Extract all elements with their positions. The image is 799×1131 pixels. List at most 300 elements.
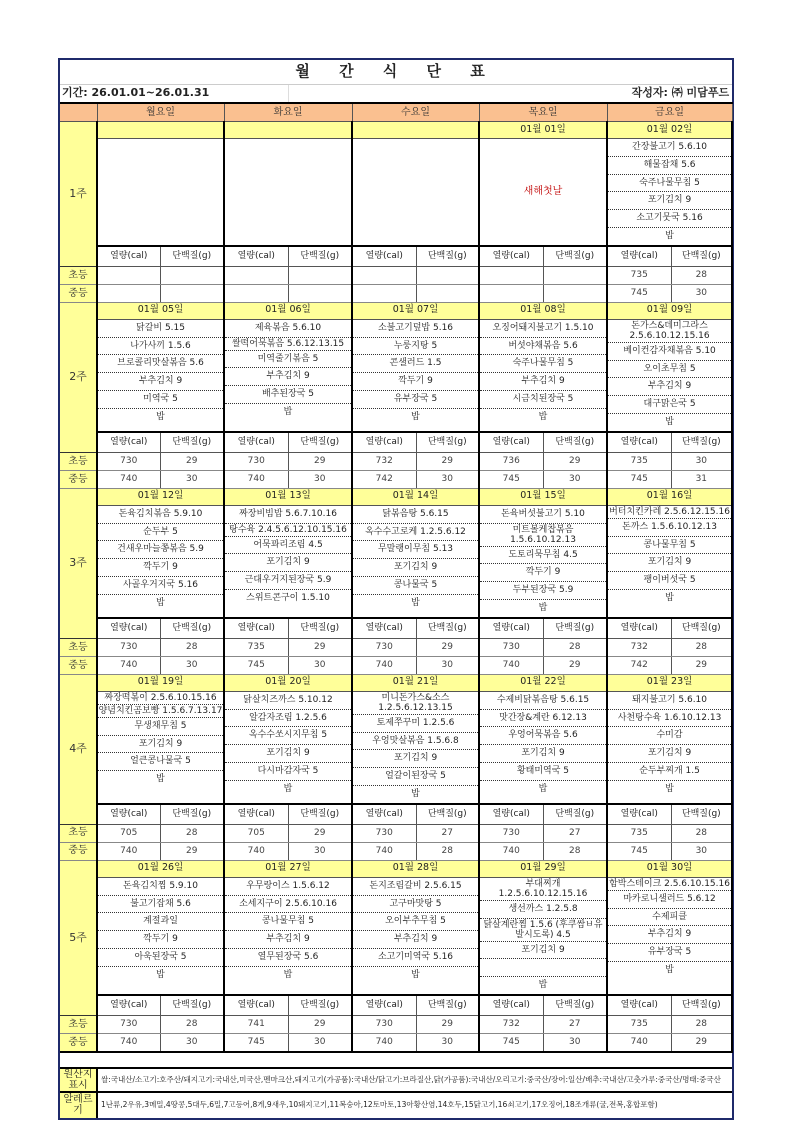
protein-header: 단백질(g) bbox=[671, 804, 732, 825]
dish-item: 함박스테이크 2.5.6.10.15.16 bbox=[609, 878, 730, 889]
calorie-header: 열량(cal) bbox=[479, 618, 543, 639]
calorie-header: 열량(cal) bbox=[224, 432, 288, 453]
middle-label: 중등 bbox=[60, 284, 97, 302]
calorie-value: 730 bbox=[352, 824, 416, 842]
dish-item: 밥 bbox=[411, 597, 420, 608]
middle-row bbox=[60, 1033, 732, 1052]
dish-item: 밥 bbox=[665, 416, 674, 427]
calorie-value: 745 bbox=[224, 1033, 288, 1052]
dish-item: 오징어돼지불고기 1.5.10 bbox=[480, 320, 606, 338]
protein-value: 27 bbox=[543, 1015, 607, 1033]
calorie-value: 732 bbox=[352, 452, 416, 470]
protein-value: 28 bbox=[160, 824, 224, 842]
calorie-value: 730 bbox=[479, 638, 543, 656]
dish-item: 브로콜리맛살볶음 5.6 bbox=[98, 355, 223, 373]
dish-item: 우엉맛살볶음 1.5.6.8 bbox=[353, 733, 478, 751]
calorie-value bbox=[479, 266, 543, 284]
elementary-label: 초등 bbox=[60, 266, 97, 284]
dish-item: 순두부찌개 1.5 bbox=[608, 763, 731, 781]
menu-cell bbox=[97, 691, 224, 803]
calorie-value: 740 bbox=[352, 1033, 416, 1052]
calorie-header: 열량(cal) bbox=[352, 246, 416, 267]
calorie-value: 705 bbox=[97, 824, 160, 842]
protein-header: 단백질(g) bbox=[288, 246, 352, 267]
protein-header: 단백질(g) bbox=[671, 995, 732, 1016]
dish-item bbox=[480, 959, 606, 977]
protein-header: 단백질(g) bbox=[671, 246, 732, 267]
week-label: 5주 bbox=[60, 860, 97, 1015]
calorie-value: 730 bbox=[97, 1015, 160, 1033]
calorie-value: 730 bbox=[352, 638, 416, 656]
dish-item: 건새우마늘쫑볶음 5.9 bbox=[98, 541, 223, 559]
dish-item: 수제피클 bbox=[608, 909, 731, 927]
menu-cell bbox=[352, 691, 479, 803]
dish-item: 해물잡채 5.6 bbox=[608, 157, 731, 175]
dish-item: 콘샐러드 1.5 bbox=[353, 355, 478, 373]
protein-header: 단백질(g) bbox=[160, 618, 224, 639]
calorie-header: 열량(cal) bbox=[97, 432, 160, 453]
calorie-value: 740 bbox=[97, 1033, 160, 1052]
dish-item: 탕수육 2.4.5.6.12.10.15.16 bbox=[225, 524, 351, 537]
date-cell bbox=[224, 122, 352, 139]
menu-row bbox=[60, 505, 732, 617]
date-cell: 01월 27일 bbox=[224, 860, 352, 877]
date-cell: 01월 21일 bbox=[352, 674, 479, 691]
calorie-value: 740 bbox=[97, 470, 160, 488]
dish-item: 포기김치 9 bbox=[480, 745, 606, 763]
calorie-header: 열량(cal) bbox=[224, 246, 288, 267]
elementary-label: 초등 bbox=[60, 1015, 97, 1033]
protein-value bbox=[288, 284, 352, 302]
middle-label: 중등 bbox=[60, 1033, 97, 1052]
dish-item: 수제비닭볶음탕 5.6.15 bbox=[480, 692, 606, 710]
dish-item: 다시마감자국 5 bbox=[225, 763, 351, 781]
date-cell: 01월 29일 bbox=[479, 860, 607, 877]
protein-header: 단백질(g) bbox=[416, 804, 479, 825]
dish-item: 미역국 5 bbox=[98, 391, 223, 409]
calorie-value: 732 bbox=[479, 1015, 543, 1033]
dish-item: 닭볶음탕 5.6.15 bbox=[353, 506, 478, 524]
date-cell: 01월 14일 bbox=[352, 488, 479, 505]
calorie-value: 742 bbox=[607, 656, 671, 674]
dish-item: 밥 bbox=[538, 602, 548, 613]
protein-header: 단백질(g) bbox=[416, 246, 479, 267]
calorie-value: 745 bbox=[607, 470, 671, 488]
dish-item: 순두부 5 bbox=[98, 524, 223, 542]
protein-value bbox=[288, 266, 352, 284]
dish-item: 닭살치즈까스 5.10.12 bbox=[225, 692, 351, 710]
calorie-value: 736 bbox=[479, 452, 543, 470]
calorie-header: 열량(cal) bbox=[607, 804, 671, 825]
protein-value: 28 bbox=[160, 1015, 224, 1033]
protein-header: 단백질(g) bbox=[160, 804, 224, 825]
calorie-value: 740 bbox=[352, 656, 416, 674]
calorie-value: 730 bbox=[97, 452, 160, 470]
protein-header: 단백질(g) bbox=[543, 618, 607, 639]
protein-value: 30 bbox=[160, 656, 224, 674]
dish-item: 양념치킨곰보빵 1.5.6.7.13.17 bbox=[98, 705, 223, 716]
dish-item: 부추김치 9 bbox=[225, 931, 351, 949]
calorie-value: 735 bbox=[607, 266, 671, 284]
protein-value: 30 bbox=[288, 1033, 352, 1052]
dish-item: 어묵꽈리조림 4.5 bbox=[225, 537, 351, 555]
calorie-header: 열량(cal) bbox=[479, 432, 543, 453]
menu-cell bbox=[224, 877, 352, 995]
dish-item: 포기김치 9 bbox=[608, 554, 731, 572]
calorie-value: 740 bbox=[479, 842, 543, 860]
dish-item: 밥 bbox=[411, 969, 420, 980]
dish-item: 대구맑은국 5 bbox=[608, 396, 731, 414]
protein-value: 28 bbox=[671, 266, 732, 284]
day-header-thu: 목요일 bbox=[479, 103, 607, 122]
calorie-value: 730 bbox=[352, 1015, 416, 1033]
menu-row bbox=[60, 691, 732, 803]
calorie-value bbox=[224, 284, 288, 302]
menu-cell bbox=[479, 877, 607, 995]
date-cell bbox=[97, 122, 224, 139]
nutrition-header-row bbox=[60, 246, 732, 267]
date-cell: 01월 30일 bbox=[607, 860, 732, 877]
dish-item: 나가사끼 1.5.6 bbox=[98, 338, 223, 356]
dish-item: 밥 bbox=[411, 411, 420, 422]
middle-row bbox=[60, 284, 732, 302]
calorie-header: 열량(cal) bbox=[97, 995, 160, 1016]
calorie-header: 열량(cal) bbox=[97, 246, 160, 267]
middle-row bbox=[60, 656, 732, 674]
date-cell: 01월 19일 bbox=[97, 674, 224, 691]
protein-value: 29 bbox=[288, 1015, 352, 1033]
day-header-wed: 수요일 bbox=[352, 103, 479, 122]
protein-value: 30 bbox=[288, 470, 352, 488]
protein-header: 단백질(g) bbox=[543, 432, 607, 453]
spacer-row bbox=[60, 1052, 732, 1068]
middle-label: 중등 bbox=[60, 656, 97, 674]
dish-item: 우무랑이스 1.5.6.12 bbox=[225, 878, 351, 896]
calorie-header: 열량(cal) bbox=[352, 618, 416, 639]
date-cell: 01월 16일 bbox=[607, 488, 732, 505]
calorie-value: 735 bbox=[224, 638, 288, 656]
dish-item: 스위트콘구이 1.5.10 bbox=[246, 592, 330, 603]
dish-item: 짜장비빔밥 5.6.7.10.16 bbox=[225, 506, 351, 524]
dish-item: 옥수수고로케 1.2.5.6.12 bbox=[353, 524, 478, 542]
menu-cell bbox=[607, 319, 732, 431]
calorie-value: 705 bbox=[224, 824, 288, 842]
protein-value: 30 bbox=[288, 656, 352, 674]
origin-row bbox=[60, 1068, 732, 1092]
calorie-header: 열량(cal) bbox=[224, 804, 288, 825]
calorie-value bbox=[97, 266, 160, 284]
dish-item: 닭갈비 5.15 bbox=[98, 320, 223, 338]
menu-row bbox=[60, 139, 732, 246]
dish-item: 황태미역국 5 bbox=[480, 763, 606, 781]
dish-item: 사천탕수육 1.6.10.12.13 bbox=[608, 710, 731, 728]
menu-row bbox=[60, 319, 732, 431]
menu-cell bbox=[97, 877, 224, 995]
middle-label: 중등 bbox=[60, 842, 97, 860]
protein-value: 28 bbox=[671, 638, 732, 656]
protein-value: 30 bbox=[416, 656, 479, 674]
protein-value bbox=[416, 284, 479, 302]
calorie-header: 열량(cal) bbox=[607, 246, 671, 267]
protein-header: 단백질(g) bbox=[416, 995, 479, 1016]
author-label: 작성자: ㈜ 미담푸드 bbox=[416, 85, 732, 104]
menu-cell bbox=[352, 139, 479, 246]
dish-item: 불고기잡채 5.6 bbox=[98, 896, 223, 914]
calorie-header: 열량(cal) bbox=[607, 995, 671, 1016]
protein-value: 30 bbox=[160, 1033, 224, 1052]
dish-item: 밥 bbox=[665, 783, 674, 794]
date-row bbox=[60, 674, 732, 691]
dish-item: 부추김치 9 bbox=[98, 373, 223, 391]
dish-item: 부추김치 9 bbox=[353, 931, 478, 949]
allergy-label: 알레르기 bbox=[60, 1092, 97, 1118]
protein-value: 28 bbox=[160, 638, 224, 656]
dish-item: 베이컨감자채볶음 5.10 bbox=[608, 343, 731, 361]
period-label: 기간: 26.01.01~26.01.31 bbox=[60, 85, 288, 104]
day-header-fri: 금요일 bbox=[607, 103, 732, 122]
calorie-value: 745 bbox=[224, 656, 288, 674]
menu-cell bbox=[479, 505, 607, 617]
spacer-cell bbox=[60, 1052, 732, 1068]
elementary-label: 초등 bbox=[60, 452, 97, 470]
dish-item: 부대찌개 1.2.5.6.10.12.15.16 bbox=[480, 878, 606, 901]
protein-value bbox=[543, 266, 607, 284]
protein-header: 단백질(g) bbox=[416, 618, 479, 639]
calorie-value bbox=[224, 266, 288, 284]
protein-value: 30 bbox=[671, 842, 732, 860]
calorie-header: 열량(cal) bbox=[479, 995, 543, 1016]
dish-item: 미역줄기볶음 5 bbox=[225, 351, 351, 369]
dish-item: 소불고기덮밥 5.16 bbox=[353, 320, 478, 338]
page-title: 월 간 식 단 표 bbox=[60, 60, 732, 85]
date-cell bbox=[352, 122, 479, 139]
dish-item: 사골우거지국 5.16 bbox=[98, 577, 223, 595]
calorie-header: 열량(cal) bbox=[97, 804, 160, 825]
protein-value: 30 bbox=[160, 470, 224, 488]
calorie-value: 740 bbox=[352, 842, 416, 860]
protein-value: 29 bbox=[671, 1033, 732, 1052]
protein-header: 단백질(g) bbox=[160, 432, 224, 453]
dish-item: 소고기미역국 5.16 bbox=[353, 949, 478, 967]
dish-item: 밥 bbox=[665, 230, 674, 241]
protein-value: 29 bbox=[416, 638, 479, 656]
protein-header: 단백질(g) bbox=[671, 432, 732, 453]
dish-item: 밥 bbox=[538, 411, 548, 422]
calorie-header: 열량(cal) bbox=[607, 618, 671, 639]
calorie-value: 740 bbox=[479, 656, 543, 674]
menu-cell bbox=[224, 505, 352, 617]
dish-item: 고구마맛탕 5 bbox=[353, 896, 478, 914]
origin-text: 쌀:국내산/소고기:호주산/돼지고기:국내산,미국산,멘마크산,돼지고기(가공품):국내산/닭고기:브라질산,닭(가공품):국내산/오리고기:중국산/장어:일산/배추:국내산/고춧가루:중국산/명태:중국산 bbox=[97, 1068, 732, 1092]
holiday-label: 새해첫날 bbox=[523, 186, 563, 198]
elementary-label: 초등 bbox=[60, 638, 97, 656]
date-cell: 01월 26일 bbox=[97, 860, 224, 877]
protein-value: 31 bbox=[671, 470, 732, 488]
protein-value: 30 bbox=[416, 470, 479, 488]
calorie-header: 열량(cal) bbox=[352, 432, 416, 453]
dish-item: 두부된장국 5.9 bbox=[480, 582, 606, 600]
dish-item: 밥 bbox=[156, 597, 165, 608]
calorie-value: 745 bbox=[607, 284, 671, 302]
protein-header: 단백질(g) bbox=[288, 804, 352, 825]
calorie-header: 열량(cal) bbox=[479, 804, 543, 825]
dish-item: 배추된장국 5 bbox=[225, 386, 351, 404]
dish-item: 깍두기 9 bbox=[480, 564, 606, 582]
date-cell: 01월 12일 bbox=[97, 488, 224, 505]
protein-value bbox=[416, 266, 479, 284]
calorie-value: 742 bbox=[352, 470, 416, 488]
dish-item: 미트볼케찹볶음 1.5.6.10.12.13 bbox=[480, 524, 606, 547]
protein-header: 단백질(g) bbox=[416, 432, 479, 453]
dish-item: 포기김치 9 bbox=[225, 554, 351, 572]
dish-item: 오이부추무침 5 bbox=[353, 913, 478, 931]
dish-item: 콩나물국 5 bbox=[353, 577, 478, 595]
dish-item: 돼지불고기 5.6.10 bbox=[608, 692, 731, 710]
dish-item: 소세지구이 2.5.6.10.16 bbox=[225, 896, 351, 914]
date-cell: 01월 13일 bbox=[224, 488, 352, 505]
dish-item: 계절과일 bbox=[98, 913, 223, 931]
calorie-value: 730 bbox=[97, 638, 160, 656]
menu-cell bbox=[607, 877, 732, 995]
dish-item: 깍두기 9 bbox=[353, 373, 478, 391]
elementary-row bbox=[60, 266, 732, 284]
menu-cell bbox=[97, 505, 224, 617]
protein-value: 29 bbox=[416, 1015, 479, 1033]
menu-cell bbox=[479, 691, 607, 803]
calorie-value: 730 bbox=[224, 452, 288, 470]
dish-item: 포기김치 9 bbox=[98, 736, 223, 754]
menu-cell bbox=[479, 319, 607, 431]
protein-value: 28 bbox=[671, 824, 732, 842]
protein-value: 29 bbox=[671, 656, 732, 674]
dish-item: 팽이버섯국 5 bbox=[608, 572, 731, 590]
calorie-value: 745 bbox=[479, 470, 543, 488]
dish-item: 무말랭이무침 5.13 bbox=[353, 541, 478, 559]
menu-cell bbox=[224, 691, 352, 803]
dish-item: 알감자조림 1.2.5.6 bbox=[225, 710, 351, 728]
protein-value: 28 bbox=[416, 842, 479, 860]
menu-cell bbox=[97, 319, 224, 431]
dish-item: 깍두기 9 bbox=[98, 559, 223, 577]
protein-header: 단백질(g) bbox=[288, 618, 352, 639]
day-header-row bbox=[60, 103, 732, 122]
protein-value: 28 bbox=[543, 638, 607, 656]
dish-item: 돈까스 1.5.6.10.12.13 bbox=[608, 519, 731, 537]
dish-item: 유부장국 5 bbox=[608, 944, 731, 962]
calorie-header: 열량(cal) bbox=[224, 995, 288, 1016]
protein-header: 단백질(g) bbox=[160, 246, 224, 267]
protein-value: 29 bbox=[543, 656, 607, 674]
date-cell: 01월 06일 bbox=[224, 302, 352, 319]
dish-item: 밥 bbox=[538, 980, 548, 991]
dish-item: 부추김치 9 bbox=[608, 926, 731, 944]
menu-row bbox=[60, 877, 732, 995]
dish-item: 포기김치 9 bbox=[480, 942, 606, 960]
protein-header: 단백질(g) bbox=[671, 618, 732, 639]
dish-item: 쌀떡어묵볶음 5.6.12.13.15 bbox=[225, 338, 351, 351]
calorie-value: 740 bbox=[607, 1033, 671, 1052]
dish-item: 도토리묵무침 4.5 bbox=[480, 547, 606, 565]
date-cell: 01월 20일 bbox=[224, 674, 352, 691]
date-row bbox=[60, 488, 732, 505]
dish-item: 밥 bbox=[665, 592, 674, 603]
calorie-header: 열량(cal) bbox=[224, 618, 288, 639]
dish-item: 돈육김치찜 5.9.10 bbox=[98, 878, 223, 896]
monthly-menu-sheet bbox=[58, 58, 734, 1120]
dish-item: 돈지조림갈비 2.5.6.15 bbox=[353, 878, 478, 896]
date-cell: 01월 02일 bbox=[607, 122, 732, 139]
protein-value bbox=[543, 284, 607, 302]
calorie-value: 745 bbox=[479, 1033, 543, 1052]
date-cell: 01월 15일 bbox=[479, 488, 607, 505]
dish-item: 시금치된장국 5 bbox=[480, 391, 606, 409]
dish-item: 밥 bbox=[538, 783, 548, 794]
dish-item: 밥 bbox=[665, 964, 674, 975]
dish-item: 밥 bbox=[156, 774, 165, 785]
calorie-header: 열량(cal) bbox=[352, 804, 416, 825]
dish-item: 밥 bbox=[156, 411, 165, 422]
nutrition-header-row bbox=[60, 618, 732, 639]
protein-value: 29 bbox=[416, 452, 479, 470]
protein-header: 단백질(g) bbox=[288, 995, 352, 1016]
dish-item: 포기김치 9 bbox=[225, 745, 351, 763]
dish-item: 밥 bbox=[283, 783, 293, 794]
calorie-value: 740 bbox=[224, 470, 288, 488]
menu-cell bbox=[607, 505, 732, 617]
dish-item: 얼갈이된장국 5 bbox=[353, 768, 478, 786]
dish-item: 마카로니샐러드 5.6.12 bbox=[608, 891, 731, 909]
dish-item: 부추김치 9 bbox=[608, 378, 731, 396]
calorie-value: 735 bbox=[607, 452, 671, 470]
dish-item: 토제쭈꾸미 1.2.5.6 bbox=[353, 715, 478, 733]
protein-value: 29 bbox=[160, 452, 224, 470]
allergy-text: 1난류,2우유,3메밀,4땅콩,5대두,6밀,7고등어,8게,9새우,10돼지고기,11복숭아,12토마토,13아황산염,14호두,15닭고기,16쇠고기,17오징어,18조개류(굴,전복,홍합포함) bbox=[97, 1092, 732, 1118]
day-header-tue: 화요일 bbox=[224, 103, 352, 122]
period-spacer bbox=[288, 85, 416, 104]
dish-item: 숙주나물무침 5 bbox=[480, 355, 606, 373]
protein-value: 27 bbox=[543, 824, 607, 842]
dish-item: 포기김치 9 bbox=[353, 750, 478, 768]
calorie-value: 735 bbox=[607, 1015, 671, 1033]
dish-item: 소고기뭇국 5.16 bbox=[608, 210, 731, 228]
dish-item: 유부장국 5 bbox=[353, 391, 478, 409]
date-cell: 01월 07일 bbox=[352, 302, 479, 319]
dish-item: 밥 bbox=[411, 788, 420, 799]
allergy-row bbox=[60, 1092, 732, 1118]
dish-item: 부추김치 9 bbox=[480, 373, 606, 391]
date-cell: 01월 28일 bbox=[352, 860, 479, 877]
calorie-value: 740 bbox=[97, 656, 160, 674]
dish-item: 간장불고기 5.6.10 bbox=[608, 139, 731, 157]
week-label: 2주 bbox=[60, 302, 97, 452]
calorie-value: 740 bbox=[224, 842, 288, 860]
calorie-value bbox=[97, 284, 160, 302]
dish-item: 수미감 bbox=[608, 727, 731, 745]
menu-cell bbox=[607, 139, 732, 246]
dish-item: 콩나물무침 5 bbox=[225, 913, 351, 931]
dish-item: 열무된장국 5.6 bbox=[225, 949, 351, 967]
calorie-value: 741 bbox=[224, 1015, 288, 1033]
date-cell: 01월 23일 bbox=[607, 674, 732, 691]
date-cell: 01월 08일 bbox=[479, 302, 607, 319]
protein-value: 29 bbox=[160, 842, 224, 860]
dish-item: 근대우거지된장국 5.9 bbox=[225, 572, 351, 590]
calorie-value: 740 bbox=[97, 842, 160, 860]
date-row bbox=[60, 860, 732, 877]
elementary-row bbox=[60, 1015, 732, 1033]
menu-cell bbox=[352, 505, 479, 617]
menu-cell bbox=[224, 319, 352, 431]
